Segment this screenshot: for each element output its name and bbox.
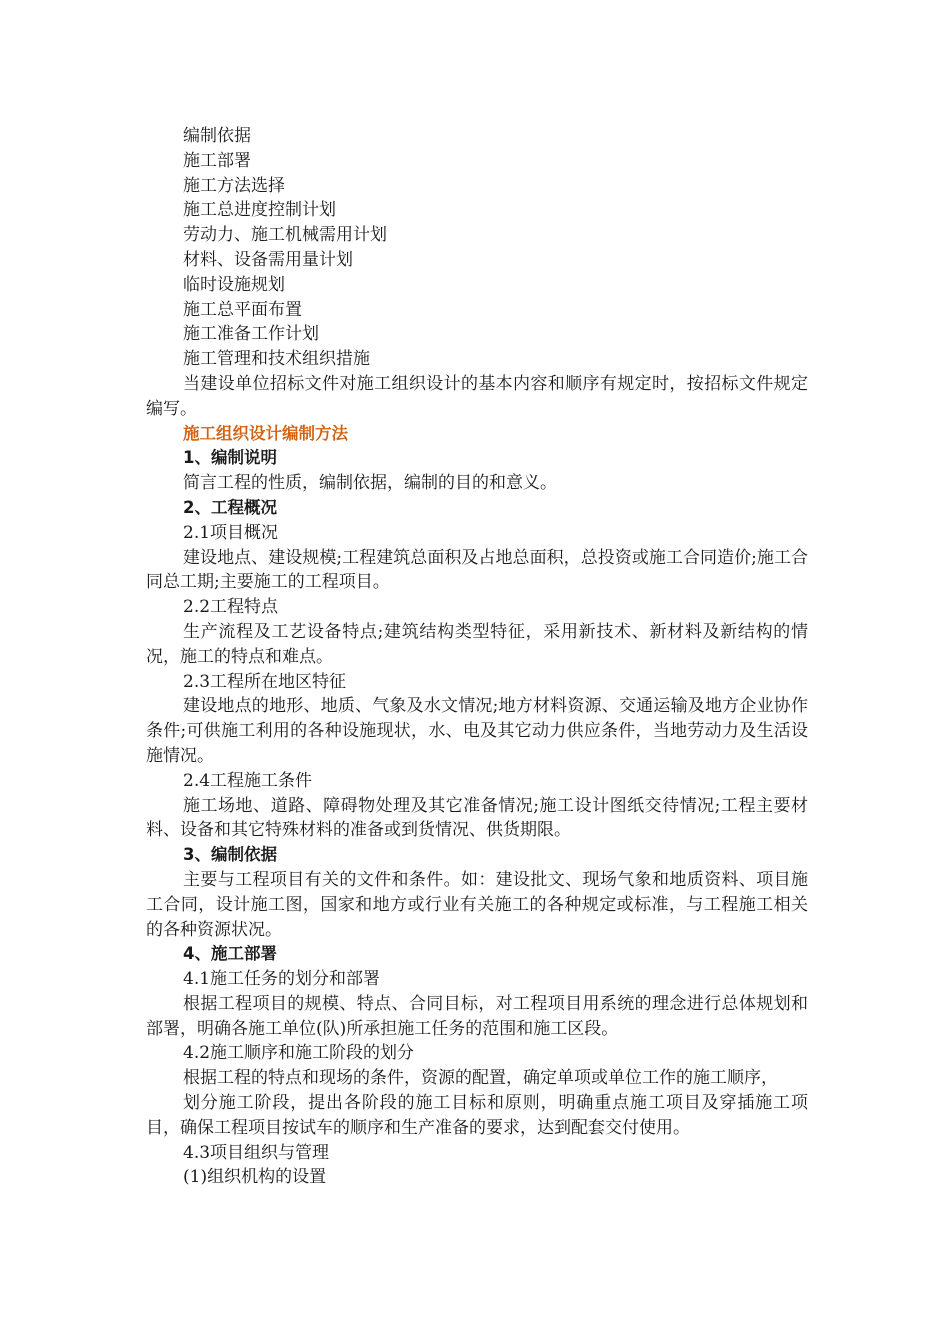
heading-1: 1、编制说明: [183, 448, 277, 468]
subheading-4-3: 4.3项目组织与管理: [183, 1142, 330, 1163]
toc-item: 施工总进度控制计划: [183, 200, 336, 221]
toc-item: 材料、设备需用量计划: [183, 249, 353, 270]
paragraph-3: 主要与工程项目有关的文件和条件。如：建设批文、现场气象和地质资料、项目施工合同，设计施工图，国家和地方或行业有关施工的各种规定或标准，与工程施工相关的各种资源状况。: [146, 869, 808, 940]
subheading-2-1: 2.1项目概况: [183, 522, 279, 543]
toc-item: 编制依据: [183, 126, 251, 146]
toc-item: 施工准备工作计划: [183, 324, 319, 345]
heading-4: 4、施工部署: [183, 944, 277, 964]
list-item-4-3-1: (1)组织机构的设置: [183, 1167, 327, 1188]
paragraph-1: 简言工程的性质，编制依据，编制的目的和意义。: [183, 473, 557, 494]
subheading-4-2: 4.2施工顺序和施工阶段的划分: [183, 1043, 415, 1064]
subheading-2-4: 2.4工程施工条件: [183, 770, 313, 791]
paragraph-2-3: 建设地点的地形、地质、气象及水文情况;地方材料资源、交通运输及地方企业协作条件;可供施工利用的各种设施现状，水、电及其它动力供应条件，当地劳动力及生活设施情况。: [146, 696, 808, 766]
paragraph-2-4: 施工场地、道路、障碍物处理及其它准备情况;施工设计图纸交待情况;工程主要材料、设备和其它特殊材料的准备或到货情况、供货期限。: [146, 795, 808, 841]
toc-item: 施工管理和技术组织措施: [183, 349, 370, 370]
toc-item: 施工总平面布置: [183, 299, 302, 320]
toc-item: 施工方法选择: [183, 175, 285, 196]
intro-paragraph: 当建设单位招标文件对施工组织设计的基本内容和顺序有规定时，按招标文件规定编写。: [146, 373, 808, 419]
toc-item: 施工部署: [183, 150, 251, 171]
paragraph-2-1: 建设地点、建设规模;工程建筑总面积及占地总面积，总投资或施工合同造价;施工合同总工期;主要施工的工程项目。: [146, 547, 808, 593]
section-title: 施工组织设计编制方法: [183, 423, 348, 443]
subheading-4-1: 4.1施工任务的划分和部署: [183, 969, 381, 990]
subheading-2-3: 2.3工程所在地区特征: [183, 671, 347, 692]
paragraph-4-2b: 划分施工阶段，提出各阶段的施工目标和原则，明确重点施工项目及穿插施工项目，确保工程项目按试车的顺序和生产准备的要求，达到配套交付使用。: [146, 1093, 808, 1138]
heading-2: 2、工程概况: [183, 497, 277, 517]
subheading-2-2: 2.2工程特点: [183, 597, 279, 618]
toc-item: 临时设施规划: [183, 274, 285, 295]
paragraph-2-2: 生产流程及工艺设备特点;建筑结构类型特征，采用新技术、新材料及新结构的情况，施工的特点和难点。: [146, 621, 808, 667]
paragraph-4-2a: 根据工程的特点和现场的条件，资源的配置，确定单项或单位工作的施工顺序，: [183, 1068, 778, 1089]
document-body: [146, 124, 808, 1190]
heading-3: 3、编制依据: [183, 845, 277, 865]
toc-item: 劳动力、施工机械需用计划: [183, 225, 387, 246]
paragraph-4-1: 根据工程项目的规模、特点、合同目标，对工程项目用系统的理念进行总体规划和部署，明确各施工单位(队)所承担施工任务的范围和施工区段。: [146, 993, 808, 1039]
